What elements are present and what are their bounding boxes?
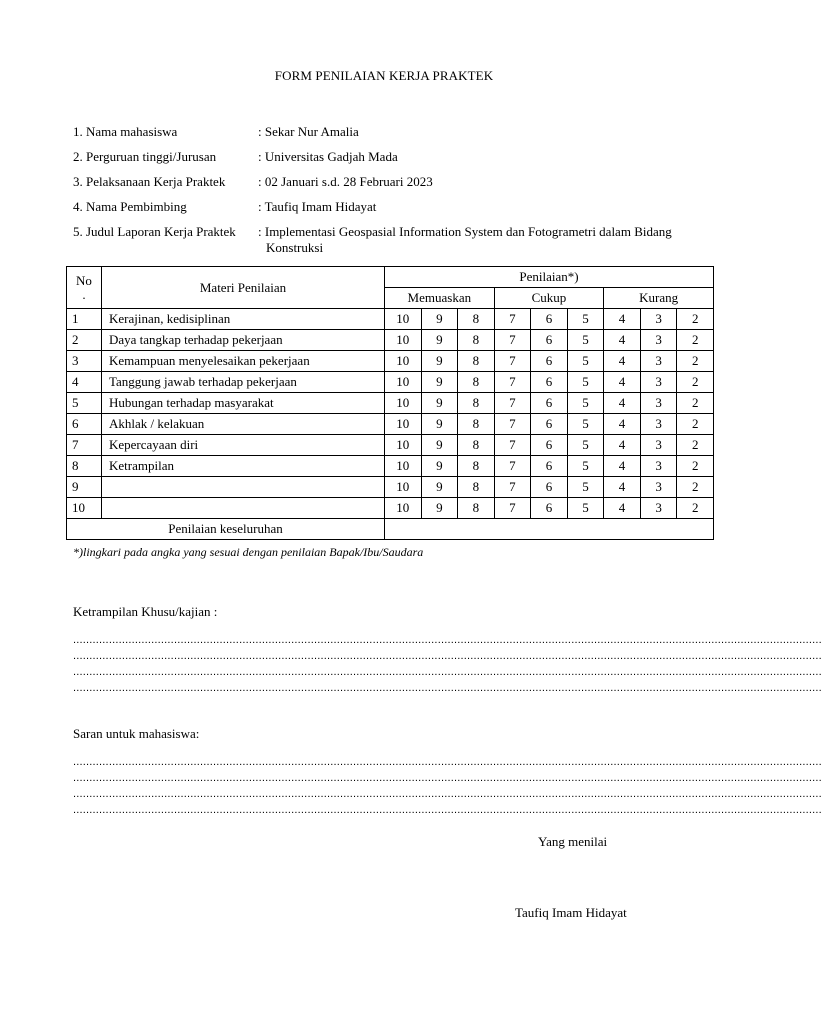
footnote: *)lingkari pada angka yang sesuai dengan penilaian Bapak/Ibu/Saudara — [73, 545, 424, 559]
header-no — [67, 267, 102, 309]
score-option-8[interactable]: 8 — [458, 456, 495, 477]
score-option-6[interactable]: 6 — [531, 372, 568, 393]
score-option-9[interactable]: 9 — [421, 393, 458, 414]
report-title-line-1: : Implementasi Geospasial Information System dan Fotogrametri dalam Bidang — [258, 224, 672, 239]
row-materi: Kepercayaan diri — [102, 435, 385, 456]
advice-line-1: ...................................................................................................................................................................................................................................... — [73, 756, 822, 768]
row-number: 3 — [67, 351, 102, 372]
advice-label: Saran untuk mahasiswa: — [73, 726, 200, 741]
score-option-3[interactable]: 3 — [640, 435, 677, 456]
score-option-4[interactable]: 4 — [604, 435, 641, 456]
score-option-8[interactable]: 8 — [458, 330, 495, 351]
info-value: : Sekar Nur Amalia — [258, 124, 359, 139]
overall-label: Penilaian keseluruhan — [67, 519, 385, 540]
signature-name: Taufiq Imam Hidayat — [515, 905, 627, 920]
score-option-3[interactable]: 3 — [640, 309, 677, 330]
score-option-6[interactable]: 6 — [531, 330, 568, 351]
score-option-6[interactable]: 6 — [531, 414, 568, 435]
info-label: 4. Nama Pembimbing — [73, 199, 187, 214]
score-option-5[interactable]: 5 — [567, 435, 604, 456]
score-option-9[interactable]: 9 — [421, 372, 458, 393]
score-option-7[interactable]: 7 — [494, 330, 531, 351]
score-option-2[interactable]: 2 — [677, 330, 714, 351]
score-option-6[interactable]: 6 — [531, 477, 568, 498]
score-option-9[interactable]: 9 — [421, 309, 458, 330]
score-option-5[interactable]: 5 — [567, 414, 604, 435]
score-option-10[interactable]: 10 — [385, 456, 422, 477]
score-option-10[interactable]: 10 — [385, 414, 422, 435]
table-row — [67, 456, 714, 477]
row-number: 8 — [67, 456, 102, 477]
score-option-3[interactable]: 3 — [640, 456, 677, 477]
skills-line-4: ...................................................................................................................................................................................................................................... — [73, 682, 822, 694]
row-number: 2 — [67, 330, 102, 351]
table-row — [67, 393, 714, 414]
info-value: : 02 Januari s.d. 28 Februari 2023 — [258, 174, 433, 189]
header-kurang: Kurang — [604, 288, 714, 309]
header-cukup: Cukup — [494, 288, 604, 309]
score-option-4[interactable]: 4 — [604, 309, 641, 330]
row-number: 6 — [67, 414, 102, 435]
grading-table — [66, 266, 714, 540]
info-label: 3. Pelaksanaan Kerja Praktek — [73, 174, 226, 189]
score-option-8[interactable]: 8 — [458, 414, 495, 435]
score-option-2[interactable]: 2 — [677, 372, 714, 393]
score-option-3[interactable]: 3 — [640, 372, 677, 393]
info-row-period — [73, 174, 723, 199]
score-option-7[interactable]: 7 — [494, 414, 531, 435]
score-option-4[interactable]: 4 — [604, 498, 641, 519]
score-option-6[interactable]: 6 — [531, 498, 568, 519]
header-penilaian: Penilaian*) — [385, 267, 714, 288]
score-option-9[interactable]: 9 — [421, 498, 458, 519]
score-option-8[interactable]: 8 — [458, 393, 495, 414]
overall-row — [67, 519, 714, 540]
score-option-8[interactable]: 8 — [458, 309, 495, 330]
score-option-9[interactable]: 9 — [421, 414, 458, 435]
score-option-5[interactable]: 5 — [567, 498, 604, 519]
table-row — [67, 372, 714, 393]
score-option-6[interactable]: 6 — [531, 435, 568, 456]
header-memuaskan: Memuaskan — [385, 288, 495, 309]
score-option-4[interactable]: 4 — [604, 456, 641, 477]
score-option-6[interactable]: 6 — [531, 309, 568, 330]
score-option-5[interactable]: 5 — [567, 351, 604, 372]
score-option-5[interactable]: 5 — [567, 456, 604, 477]
score-option-9[interactable]: 9 — [421, 477, 458, 498]
score-option-3[interactable]: 3 — [640, 477, 677, 498]
score-option-2[interactable]: 2 — [677, 435, 714, 456]
skills-line-2: ...................................................................................................................................................................................................................................... — [73, 650, 822, 662]
skills-line-3: ...................................................................................................................................................................................................................................... — [73, 666, 822, 678]
score-option-7[interactable]: 7 — [494, 372, 531, 393]
score-option-7[interactable]: 7 — [494, 498, 531, 519]
score-option-2[interactable]: 2 — [677, 393, 714, 414]
row-materi: Ketrampilan — [102, 456, 385, 477]
info-value: : Taufiq Imam Hidayat — [258, 199, 377, 214]
info-row-report-title — [73, 224, 723, 260]
form-title: FORM PENILAIAN KERJA PRAKTEK — [274, 68, 494, 83]
row-number: 5 — [67, 393, 102, 414]
score-option-8[interactable]: 8 — [458, 435, 495, 456]
score-option-6[interactable]: 6 — [531, 456, 568, 477]
score-option-3[interactable]: 3 — [640, 330, 677, 351]
info-value: : Universitas Gadjah Mada — [258, 149, 398, 164]
score-option-10[interactable]: 10 — [385, 435, 422, 456]
score-option-3[interactable]: 3 — [640, 393, 677, 414]
row-materi: Kerajinan, kedisiplinan — [102, 309, 385, 330]
score-option-6[interactable]: 6 — [531, 393, 568, 414]
overall-value-cell — [385, 519, 714, 540]
score-option-4[interactable]: 4 — [604, 393, 641, 414]
advice-line-4: ...................................................................................................................................................................................................................................... — [73, 804, 822, 816]
score-option-5[interactable]: 5 — [567, 372, 604, 393]
header-no-dot: . — [82, 286, 86, 302]
advice-line-2: ...................................................................................................................................................................................................................................... — [73, 772, 822, 784]
score-option-7[interactable]: 7 — [494, 351, 531, 372]
table-row — [67, 414, 714, 435]
score-option-3[interactable]: 3 — [640, 351, 677, 372]
score-option-7[interactable]: 7 — [494, 393, 531, 414]
grading-table-body — [67, 309, 714, 519]
score-option-3[interactable]: 3 — [640, 414, 677, 435]
score-option-8[interactable]: 8 — [458, 351, 495, 372]
score-option-10[interactable]: 10 — [385, 351, 422, 372]
skills-line-1: ...................................................................................................................................................................................................................................... — [73, 634, 822, 646]
info-label: 2. Perguruan tinggi/Jurusan — [73, 149, 217, 164]
table-row — [67, 435, 714, 456]
score-option-4[interactable]: 4 — [604, 351, 641, 372]
table-header-row — [67, 267, 714, 288]
report-title-line-2: Konstruksi — [266, 240, 324, 255]
row-materi: Akhlak / kelakuan — [102, 414, 385, 435]
score-option-5[interactable]: 5 — [567, 393, 604, 414]
score-option-5[interactable]: 5 — [567, 330, 604, 351]
score-option-2[interactable]: 2 — [677, 498, 714, 519]
skills-label: Ketrampilan Khusu/kajian : — [73, 604, 218, 619]
score-option-5[interactable]: 5 — [567, 477, 604, 498]
score-option-7[interactable]: 7 — [494, 456, 531, 477]
score-option-9[interactable]: 9 — [421, 456, 458, 477]
info-value — [258, 224, 718, 256]
table-row — [67, 309, 714, 330]
row-materi: Kemampuan menyelesaikan pekerjaan — [102, 351, 385, 372]
score-option-2[interactable]: 2 — [677, 351, 714, 372]
row-materi: Hubungan terhadap masyarakat — [102, 393, 385, 414]
score-option-2[interactable]: 2 — [677, 414, 714, 435]
row-materi — [102, 477, 385, 498]
row-materi: Tanggung jawab terhadap pekerjaan — [102, 372, 385, 393]
table-row — [67, 351, 714, 372]
score-option-7[interactable]: 7 — [494, 477, 531, 498]
signature-label: Yang menilai — [538, 834, 608, 849]
score-option-10[interactable]: 10 — [385, 393, 422, 414]
row-materi: Daya tangkap terhadap pekerjaan — [102, 330, 385, 351]
score-option-6[interactable]: 6 — [531, 351, 568, 372]
table-row — [67, 498, 714, 519]
row-number: 4 — [67, 372, 102, 393]
score-option-8[interactable]: 8 — [458, 372, 495, 393]
score-option-4[interactable]: 4 — [604, 372, 641, 393]
score-option-4[interactable]: 4 — [604, 330, 641, 351]
row-number: 10 — [67, 498, 102, 519]
score-option-2[interactable]: 2 — [677, 477, 714, 498]
score-option-10[interactable]: 10 — [385, 477, 422, 498]
table-row — [67, 330, 714, 351]
score-option-2[interactable]: 2 — [677, 309, 714, 330]
row-materi — [102, 498, 385, 519]
score-option-10[interactable]: 10 — [385, 498, 422, 519]
info-row-name — [73, 124, 723, 149]
score-option-3[interactable]: 3 — [640, 498, 677, 519]
score-option-2[interactable]: 2 — [677, 456, 714, 477]
score-option-10[interactable]: 10 — [385, 309, 422, 330]
score-option-9[interactable]: 9 — [421, 330, 458, 351]
score-option-10[interactable]: 10 — [385, 372, 422, 393]
info-label: 1. Nama mahasiswa — [73, 124, 178, 139]
header-no-label: No — [76, 272, 92, 288]
info-row-supervisor — [73, 199, 723, 224]
advice-line-3: ...................................................................................................................................................................................................................................... — [73, 788, 822, 800]
student-info — [73, 124, 723, 260]
score-option-4[interactable]: 4 — [604, 477, 641, 498]
info-row-university — [73, 149, 723, 174]
score-option-8[interactable]: 8 — [458, 498, 495, 519]
row-number: 7 — [67, 435, 102, 456]
score-option-9[interactable]: 9 — [421, 435, 458, 456]
score-option-4[interactable]: 4 — [604, 414, 641, 435]
header-materi: Materi Penilaian — [102, 267, 385, 309]
row-number: 9 — [67, 477, 102, 498]
score-option-5[interactable]: 5 — [567, 309, 604, 330]
score-option-8[interactable]: 8 — [458, 477, 495, 498]
score-option-10[interactable]: 10 — [385, 330, 422, 351]
score-option-7[interactable]: 7 — [494, 435, 531, 456]
info-label: 5. Judul Laporan Kerja Praktek — [73, 224, 236, 239]
table-row — [67, 477, 714, 498]
row-number: 1 — [67, 309, 102, 330]
score-option-9[interactable]: 9 — [421, 351, 458, 372]
score-option-7[interactable]: 7 — [494, 309, 531, 330]
